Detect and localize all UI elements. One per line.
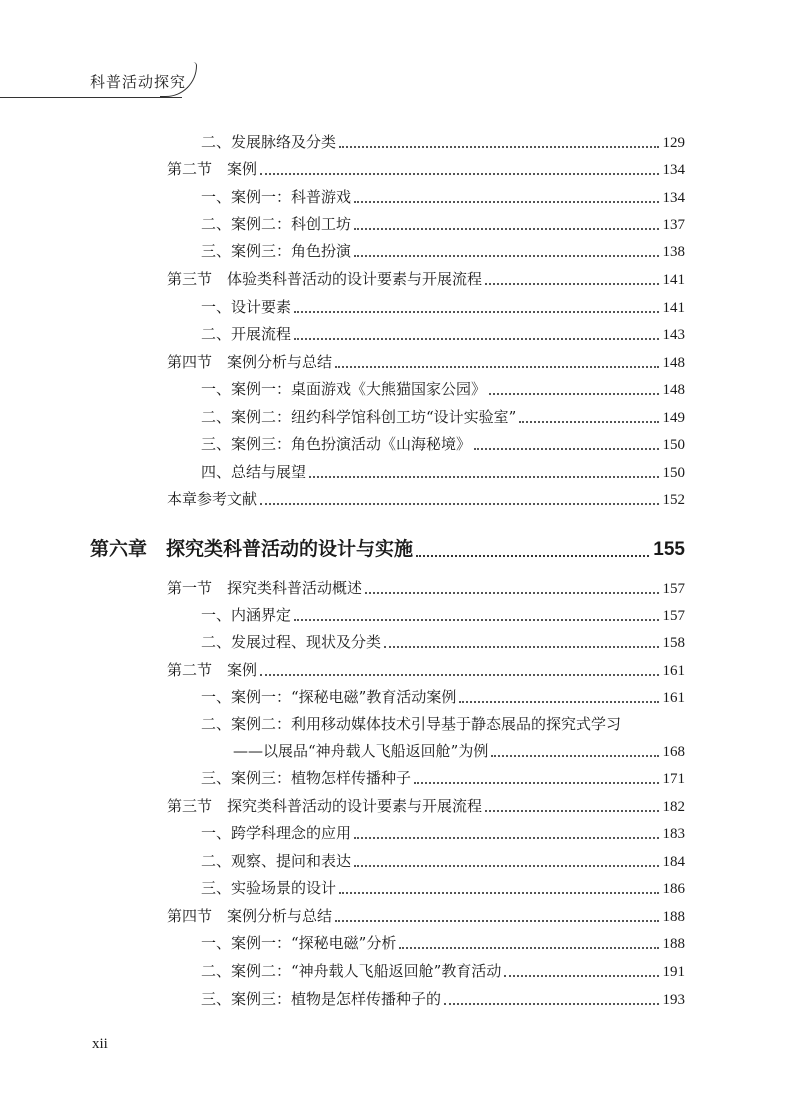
dot-leader bbox=[485, 283, 658, 285]
toc-section-entry bbox=[167, 660, 685, 681]
dot-leader bbox=[294, 311, 658, 313]
toc-subsection-entry bbox=[233, 741, 685, 762]
toc-subsection-entry bbox=[201, 823, 685, 844]
toc-entry-page: 149 bbox=[662, 410, 685, 426]
dot-leader bbox=[491, 755, 658, 757]
toc-entry-page: 171 bbox=[662, 771, 685, 787]
toc-entry-title: 二、案例二：纽约科学馆科创工坊“设计实验室” bbox=[201, 408, 517, 426]
toc-entry-page: 143 bbox=[662, 327, 685, 343]
toc-entry-page: 141 bbox=[662, 272, 685, 288]
dot-leader bbox=[519, 421, 658, 423]
toc-section-entry bbox=[167, 489, 685, 510]
toc-entry-title: 二、案例二：科创工坊 bbox=[201, 215, 352, 233]
toc-subsection-entry bbox=[201, 714, 685, 734]
toc-subsection-entry bbox=[201, 605, 685, 626]
toc-entry-title: 二、发展脉络及分类 bbox=[201, 133, 337, 151]
toc-entry-title: 一、案例一：“探秘电磁”教育活动案例 bbox=[201, 688, 457, 706]
toc-entry-page: 134 bbox=[662, 162, 685, 178]
dot-leader bbox=[354, 837, 658, 839]
toc-subsection-entry bbox=[201, 324, 685, 345]
toc-entry-page: 148 bbox=[662, 382, 685, 398]
dot-leader bbox=[354, 255, 658, 257]
toc-entry-title: 第二节 案例 bbox=[167, 661, 258, 679]
toc-subsection-entry bbox=[201, 462, 685, 483]
toc-entry-title: 三、实验场景的设计 bbox=[201, 879, 337, 897]
dot-leader bbox=[416, 555, 649, 557]
toc-subsection-entry bbox=[201, 297, 685, 318]
running-header bbox=[0, 62, 200, 98]
dot-leader bbox=[339, 146, 658, 148]
toc-entry-title: ——以展品“神舟载人飞船返回舱”为例 bbox=[233, 742, 489, 760]
toc-subsection-entry bbox=[201, 989, 685, 1010]
toc-subsection-entry bbox=[201, 878, 685, 899]
toc-subsection-entry bbox=[201, 187, 685, 208]
toc-entry-page: 134 bbox=[662, 190, 685, 206]
toc-entry-page: 161 bbox=[662, 663, 685, 679]
toc-entry-title: 三、案例三：角色扮演活动《山海秘境》 bbox=[201, 435, 472, 453]
toc-entry-page: 182 bbox=[662, 799, 685, 815]
toc-entry-title: 二、观察、提问和表达 bbox=[201, 852, 352, 870]
toc-section-entry bbox=[167, 796, 685, 817]
dot-leader bbox=[474, 448, 658, 450]
toc-entry-title: 本章参考文献 bbox=[167, 490, 258, 508]
toc-entry-title: 一、跨学科理念的应用 bbox=[201, 824, 352, 842]
toc-subsection-entry bbox=[201, 132, 685, 153]
toc-entry-page: 152 bbox=[662, 492, 685, 508]
toc-entry-title: 第四节 案例分析与总结 bbox=[167, 907, 333, 925]
dot-leader bbox=[335, 366, 658, 368]
toc-entry-page: 148 bbox=[662, 355, 685, 371]
toc-entry-title: 第六章 探究类科普活动的设计与实施 bbox=[90, 538, 414, 560]
toc-entry-title: 二、案例二：利用移动媒体技术引导基于静态展品的探究式学习 bbox=[201, 715, 622, 733]
toc-entry-page: 137 bbox=[662, 217, 685, 233]
toc-entry-page: 141 bbox=[662, 300, 685, 316]
toc-entry-page: 191 bbox=[662, 964, 685, 980]
toc-entry-page: 155 bbox=[653, 539, 685, 560]
dot-leader bbox=[459, 701, 658, 703]
toc-entry-title: 四、总结与展望 bbox=[201, 463, 307, 481]
toc-entry-title: 二、案例二：“神舟载人飞船返回舱”教育活动 bbox=[201, 962, 502, 980]
toc-subsection-entry bbox=[201, 768, 685, 789]
toc-subsection-entry bbox=[201, 961, 685, 982]
toc-subsection-entry bbox=[201, 379, 685, 400]
dot-leader bbox=[414, 782, 658, 784]
toc-entry-title: 三、案例三：角色扮演 bbox=[201, 242, 352, 260]
toc-entry-page: 188 bbox=[662, 936, 685, 952]
toc-entry-page: 158 bbox=[662, 635, 685, 651]
toc-subsection-entry bbox=[201, 687, 685, 708]
dot-leader bbox=[294, 338, 658, 340]
toc-subsection-entry bbox=[201, 214, 685, 235]
page-number: xii bbox=[92, 1036, 108, 1052]
dot-leader bbox=[444, 1003, 658, 1005]
header-rule bbox=[0, 97, 182, 98]
toc-subsection-entry bbox=[201, 933, 685, 954]
toc-section-entry bbox=[167, 352, 685, 373]
toc-section-entry bbox=[167, 578, 685, 599]
toc-entry-title: 一、设计要素 bbox=[201, 298, 292, 316]
toc-section-entry bbox=[167, 906, 685, 927]
toc-chapter-entry bbox=[90, 536, 685, 563]
toc-entry-page: 129 bbox=[662, 135, 685, 151]
toc-subsection-entry bbox=[201, 851, 685, 872]
toc-entry-page: 193 bbox=[662, 992, 685, 1008]
dot-leader bbox=[354, 228, 658, 230]
toc-entry-page: 150 bbox=[662, 437, 685, 453]
toc-entry-page: 157 bbox=[662, 608, 685, 624]
toc-entry-page: 138 bbox=[662, 244, 685, 260]
toc-entry-title: 一、内涵界定 bbox=[201, 606, 292, 624]
dot-leader bbox=[485, 810, 658, 812]
toc-entry-title: 一、案例一：“探秘电磁”分析 bbox=[201, 934, 397, 952]
toc-entry-title: 二、开展流程 bbox=[201, 325, 292, 343]
dot-leader bbox=[260, 173, 658, 175]
toc-entry-page: 157 bbox=[662, 581, 685, 597]
toc-subsection-entry bbox=[201, 407, 685, 428]
dot-leader bbox=[309, 476, 658, 478]
dot-leader bbox=[504, 975, 658, 977]
toc-subsection-entry bbox=[201, 241, 685, 262]
running-header-title: 科普活动探究 bbox=[90, 73, 187, 91]
toc-entry-title: 二、发展过程、现状及分类 bbox=[201, 633, 382, 651]
toc-entry-page: 183 bbox=[662, 826, 685, 842]
toc-entry-page: 188 bbox=[662, 909, 685, 925]
toc-entry-title: 一、案例一：桌面游戏《大熊猫国家公园》 bbox=[201, 380, 487, 398]
dot-leader bbox=[260, 503, 658, 505]
toc-entry-title: 第四节 案例分析与总结 bbox=[167, 353, 333, 371]
dot-leader bbox=[354, 865, 658, 867]
toc-entry-page: 168 bbox=[662, 744, 685, 760]
toc-entry-title: 第三节 体验类科普活动的设计要素与开展流程 bbox=[167, 270, 483, 288]
toc-entry-page: 161 bbox=[662, 690, 685, 706]
dot-leader bbox=[365, 592, 658, 594]
dot-leader bbox=[335, 920, 658, 922]
dot-leader bbox=[339, 892, 658, 894]
toc-subsection-entry bbox=[201, 632, 685, 653]
toc-entry-title: 第三节 探究类科普活动的设计要素与开展流程 bbox=[167, 797, 483, 815]
toc-entry-title: 三、案例三：植物是怎样传播种子的 bbox=[201, 990, 442, 1008]
toc-section-entry bbox=[167, 269, 685, 290]
header-decoration-curve bbox=[160, 62, 197, 97]
toc-entry-title: 第一节 探究类科普活动概述 bbox=[167, 579, 363, 597]
toc-entry-page: 184 bbox=[662, 854, 685, 870]
dot-leader bbox=[489, 393, 658, 395]
dot-leader bbox=[399, 947, 658, 949]
dot-leader bbox=[354, 201, 658, 203]
dot-leader bbox=[260, 674, 658, 676]
toc-subsection-entry bbox=[201, 434, 685, 455]
toc-entry-title: 第二节 案例 bbox=[167, 160, 258, 178]
toc-section-entry bbox=[167, 159, 685, 180]
toc-entry-title: 一、案例一：科普游戏 bbox=[201, 188, 352, 206]
toc-entry-title: 三、案例三：植物怎样传播种子 bbox=[201, 769, 412, 787]
toc-entry-page: 150 bbox=[662, 465, 685, 481]
dot-leader bbox=[294, 619, 658, 621]
dot-leader bbox=[384, 646, 658, 648]
toc-entry-page: 186 bbox=[662, 881, 685, 897]
